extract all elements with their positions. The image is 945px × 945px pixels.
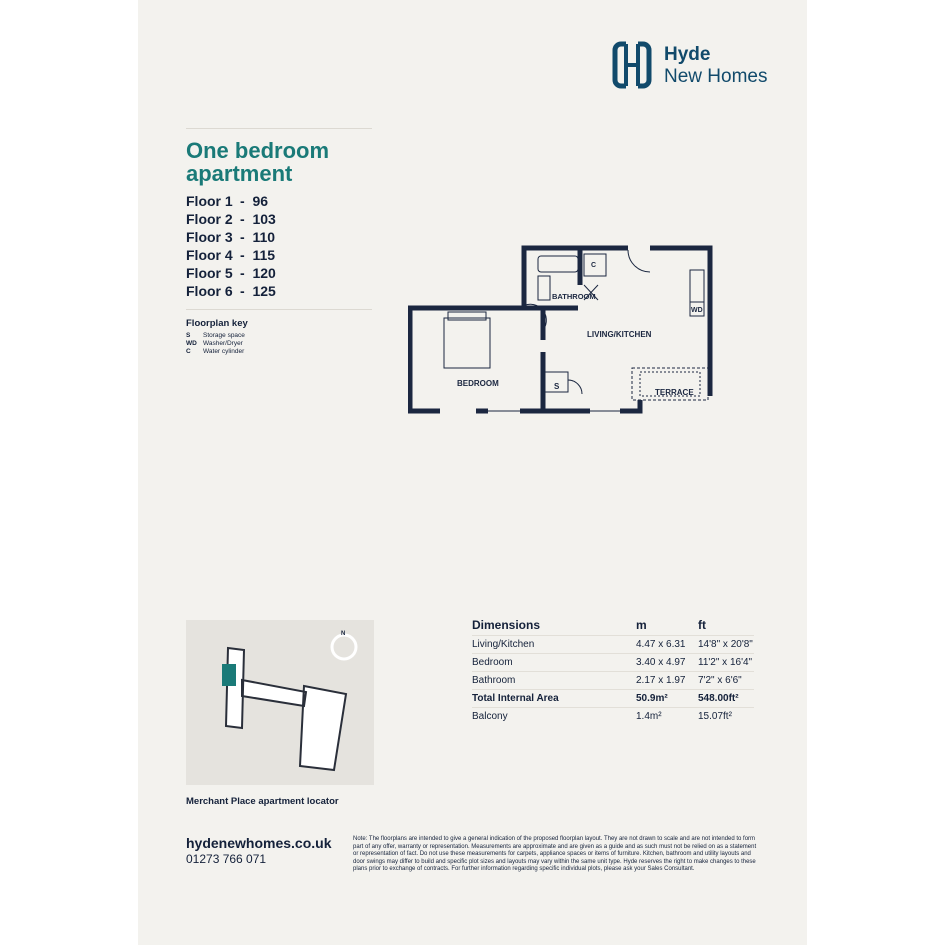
label-bedroom: BEDROOM: [457, 379, 499, 388]
floor-plot: 103: [252, 211, 276, 227]
divider: [186, 309, 372, 310]
floor-separator: -: [240, 229, 245, 245]
total-metric: 50.9m²: [636, 693, 668, 704]
room-name: Living/Kitchen: [472, 639, 535, 650]
room-metric: 3.40 x 4.97: [636, 657, 686, 668]
title-line1: One bedroom: [186, 138, 330, 163]
highlight-apartment: [222, 664, 236, 686]
page-title: [186, 139, 329, 185]
divider: [186, 128, 372, 129]
room-imperial: 7'2" x 6'6": [698, 675, 742, 686]
brand-line1: Hyde: [664, 44, 711, 65]
balcony-imperial: 15.07ft²: [698, 711, 732, 722]
key-label: Water cylinder: [203, 348, 245, 355]
table-header: [472, 616, 754, 636]
floor-label: Floor 6: [186, 283, 233, 299]
room-name: Bedroom: [472, 657, 513, 668]
floor-separator: -: [240, 211, 245, 227]
locator-caption: Merchant Place apartment locator: [186, 796, 339, 807]
compass-icon: [332, 635, 356, 659]
hyde-logo-icon: [612, 40, 652, 90]
label-bathroom: BATHROOM: [552, 292, 596, 301]
floor-separator: -: [240, 247, 245, 263]
floor-row: [186, 192, 276, 210]
balcony-label: Balcony: [472, 711, 508, 722]
floor-row: [186, 228, 276, 246]
floor-separator: -: [240, 193, 245, 209]
floor-label: Floor 3: [186, 229, 233, 245]
room-metric: 4.47 x 6.31: [636, 639, 686, 650]
key-item: [186, 340, 248, 348]
label-terrace: TERRACE: [655, 388, 694, 397]
header-dimensions: Dimensions: [472, 618, 541, 632]
table-row: [472, 636, 754, 654]
floor-separator: -: [240, 265, 245, 281]
balcony-row: [472, 708, 754, 725]
disclaimer-note: Note: The floorplans are intended to give a general indication of the proposed floorplan layout. They are not drawn to scale and are not intended to form part of any offer, warranty or representation. Measurements are approximate and are given as a guide and as such must not be relied on as a statement or representation of fact. Do not use these measurements for carpets, appliance spaces or items of furniture. Kitchen, bathroom and utility layouts and door swings may differ to build and specific plot sizes and layouts may vary within the same unit type. Hyde reserves the right to make changes to these plans prior to exchange of contracts. For further information regarding specific individual plots, please ask your Sales Consultant.: [353, 836, 757, 873]
key-title: Floorplan key: [186, 318, 248, 329]
floor-row: [186, 246, 276, 264]
key-code: WD: [186, 340, 197, 347]
brand-name: [664, 44, 767, 88]
header-ft: ft: [698, 618, 706, 632]
label-cylinder: C: [591, 262, 597, 269]
label-washer: WD: [691, 307, 703, 314]
floor-plot: 125: [252, 283, 276, 299]
header-m: m: [636, 618, 647, 632]
floor-list: [186, 192, 276, 300]
total-row: [472, 690, 754, 708]
brand-line2: New Homes: [664, 66, 768, 87]
table-row: [472, 654, 754, 672]
locator-map: [186, 620, 374, 785]
floorplan-key: [186, 318, 248, 356]
floor-plot: 110: [252, 229, 276, 245]
label-living-kitchen: LIVING/KITCHEN: [587, 330, 652, 339]
floor-row: [186, 210, 276, 228]
floor-row: [186, 264, 276, 282]
room-imperial: 11'2" x 16'4": [698, 657, 753, 668]
key-item: [186, 348, 248, 356]
label-storage: S: [554, 382, 560, 391]
key-code: C: [186, 348, 191, 355]
floor-label: Floor 5: [186, 265, 233, 281]
key-code: S: [186, 332, 191, 339]
room-metric: 2.17 x 1.97: [636, 675, 686, 686]
key-item: [186, 332, 248, 340]
floor-separator: -: [240, 283, 245, 299]
building-map: [186, 620, 374, 785]
floor-plot: 115: [252, 247, 276, 263]
floor-plan: [408, 244, 713, 416]
key-label: Washer/Dryer: [203, 340, 243, 347]
website-link[interactable]: hydenewhomes.co.uk: [186, 835, 332, 851]
floor-label: Floor 1: [186, 193, 233, 209]
key-label: Storage space: [203, 332, 245, 339]
room-imperial: 14'8" x 20'8": [698, 639, 753, 650]
total-label: Total Internal Area: [472, 693, 559, 704]
floor-label: Floor 2: [186, 211, 233, 227]
room-name: Bathroom: [472, 675, 516, 686]
title-line2: apartment: [186, 161, 293, 186]
floor-label: Floor 4: [186, 247, 233, 263]
total-imperial: 548.00ft²: [698, 693, 739, 704]
phone-number: 01273 766 071: [186, 852, 267, 866]
building-outline: [226, 648, 346, 770]
table-row: [472, 672, 754, 690]
compass-north: N: [341, 631, 346, 637]
balcony-metric: 1.4m²: [636, 711, 662, 722]
floor-row: [186, 282, 276, 300]
floor-plot: 120: [252, 265, 276, 281]
dimensions-table: [472, 616, 754, 725]
floor-plot: 96: [252, 193, 269, 209]
